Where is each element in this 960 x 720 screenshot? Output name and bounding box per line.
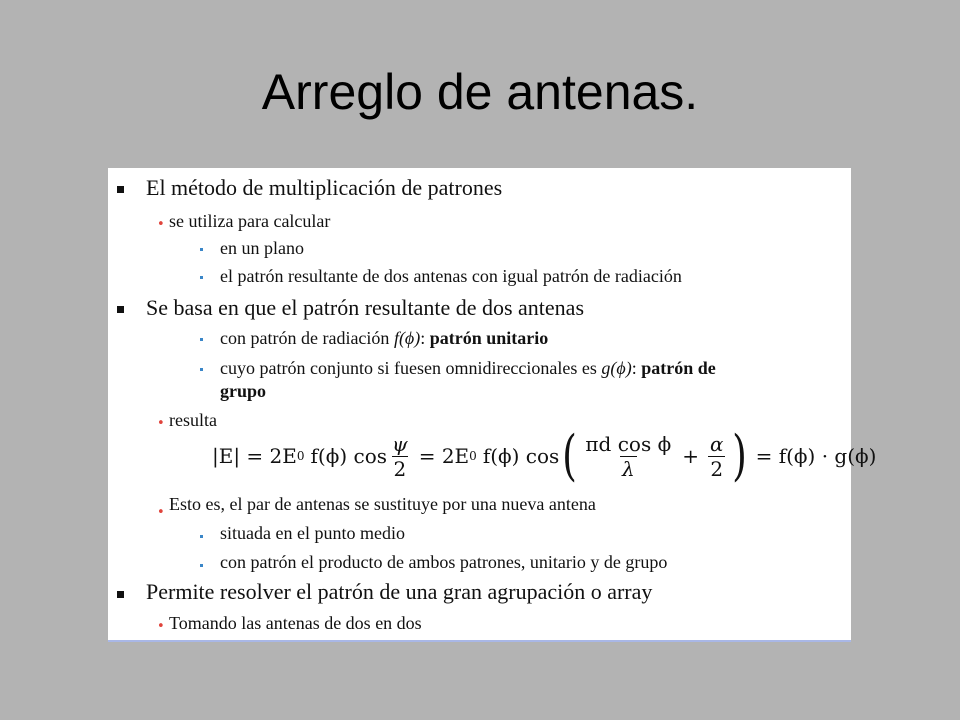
formula-lhs: |E| = 2E	[212, 444, 297, 468]
formula-term: f(ϕ) cos	[310, 444, 388, 468]
small-square-bullet-icon	[200, 338, 203, 341]
small-square-bullet-icon	[200, 368, 203, 371]
formula-rhs: = f(ϕ) · g(ϕ)	[755, 444, 877, 468]
text-segment: cuyo patrón conjunto si fuesen omnidireccionales es	[220, 358, 602, 378]
square-bullet-icon	[117, 306, 124, 313]
content-panel	[108, 168, 877, 642]
bullet-level2-text: resulta	[169, 410, 217, 430]
formula-fraction	[583, 432, 673, 481]
bullet-level1-text: Se basa en que el patrón resultante de dos antenas	[146, 295, 585, 320]
formula-plus: +	[682, 444, 699, 468]
formula-fraction	[390, 432, 410, 481]
bullet-level2-text: Esto es, el par de antenas se sustituye por una nueva antena	[169, 494, 596, 514]
bold-term: patrón unitario	[429, 328, 549, 348]
bullet-level3-text: el patrón resultante de dos antenas con igual patrón de radiación	[220, 266, 682, 286]
dot-bullet-icon: •	[157, 416, 165, 431]
bullet-level3-text: situada en el punto medio	[220, 523, 405, 543]
bold-term-continuation: grupo	[220, 381, 267, 401]
left-paren: (	[562, 424, 578, 487]
fraction-denominator: 2	[710, 456, 724, 481]
text-segment: :	[420, 328, 430, 348]
text-segment: :	[631, 358, 642, 378]
bullet-level3-text: con patrón el producto de ambos patrones, unitario y de grupo	[220, 552, 668, 572]
formula-subscript: 0	[469, 449, 477, 463]
formula-term: = 2E	[418, 444, 470, 468]
fraction-numerator: α	[709, 431, 724, 456]
formula-subscript: 0	[296, 449, 305, 463]
math-function: g(ϕ)	[601, 358, 632, 378]
dot-bullet-icon: •	[157, 217, 165, 232]
square-bullet-icon	[117, 591, 124, 598]
small-square-bullet-icon	[200, 276, 203, 279]
fraction-numerator: ψ	[392, 431, 408, 456]
text-segment: con patrón de radiación	[220, 328, 394, 348]
bullet-level1-text: Permite resolver el patrón de una gran agrupación o array	[146, 579, 653, 604]
fraction-denominator: 2	[393, 456, 407, 481]
right-paren: )	[731, 424, 747, 487]
square-bullet-icon	[117, 186, 124, 193]
dot-bullet-icon: •	[157, 619, 165, 634]
formula-term: f(ϕ) cos	[482, 444, 560, 468]
bullet-level1-text: El método de multiplicación de patrones	[146, 175, 503, 200]
bold-term: patrón de	[641, 358, 716, 378]
bullet-level2-text: Tomando las antenas de dos en dos	[169, 613, 422, 633]
small-square-bullet-icon	[200, 248, 203, 251]
small-square-bullet-icon	[200, 564, 203, 567]
small-square-bullet-icon	[200, 535, 203, 538]
math-function: f(ϕ)	[393, 328, 421, 348]
bullet-level3-rich	[220, 358, 716, 379]
dot-bullet-icon: •	[157, 505, 165, 520]
bullet-level2-text: se utiliza para calcular	[169, 211, 331, 231]
slide-title: Arreglo de antenas.	[261, 64, 699, 120]
bullet-level3-text: en un plano	[220, 238, 304, 258]
array-factor-formula	[212, 417, 876, 495]
fraction-numerator: πd cos ϕ	[585, 431, 672, 456]
fraction-denominator: λ	[621, 456, 635, 481]
formula-fraction	[708, 432, 726, 481]
bullet-level3-rich	[220, 328, 548, 349]
